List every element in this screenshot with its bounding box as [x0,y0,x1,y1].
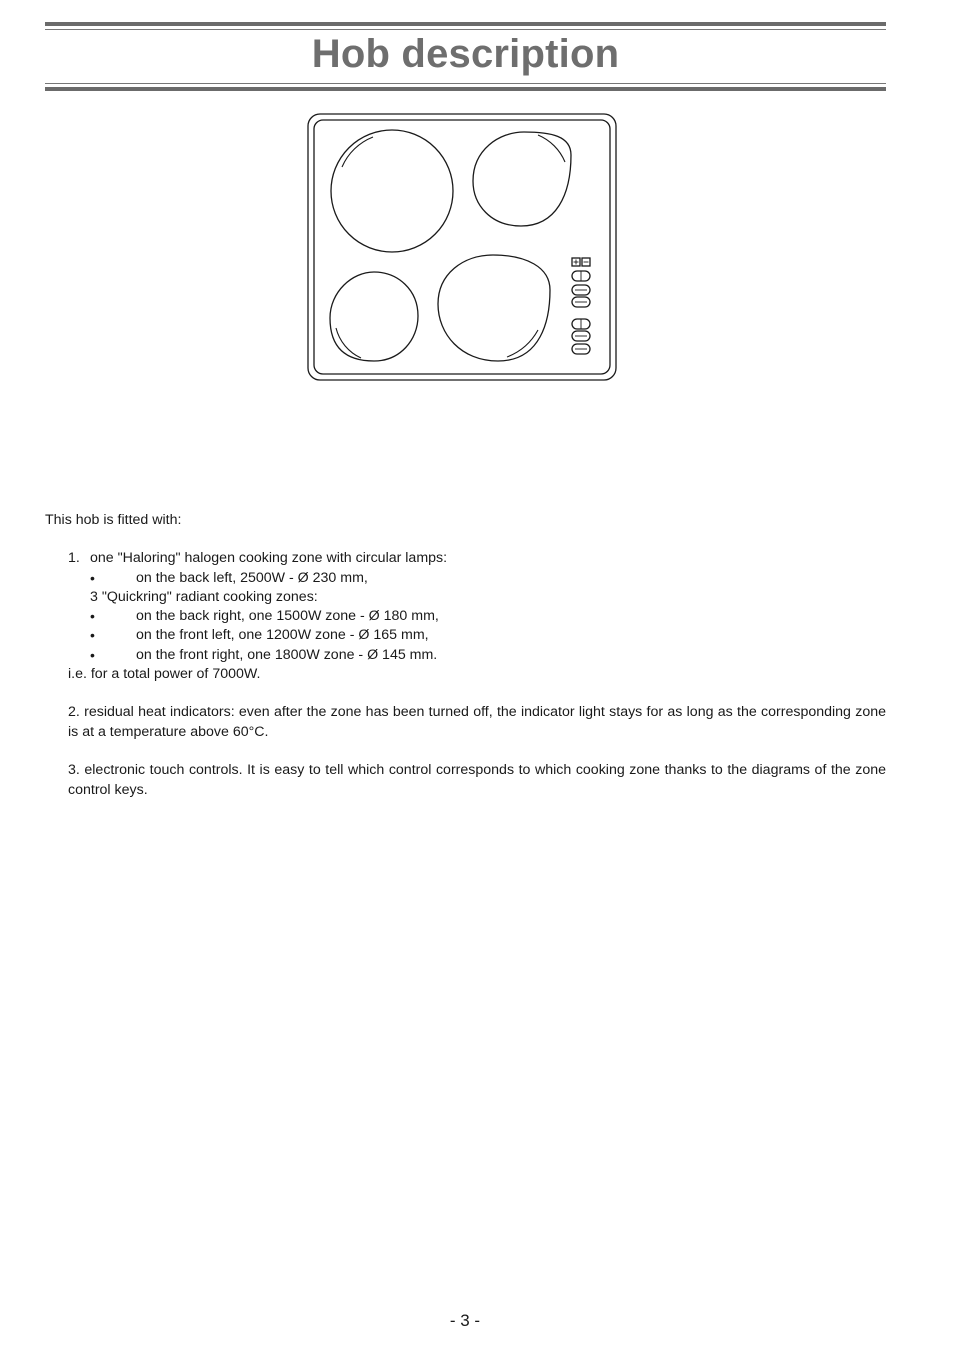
intro-text: This hob is fitted with: [45,512,182,528]
hob-inner-frame [314,120,610,374]
cooking-zone-back-right [473,132,571,226]
zone-control-key-icon [572,271,590,281]
cooking-zone-front-left [330,272,418,361]
header-rule-top-thin [45,29,886,30]
header-rule-top [45,22,886,26]
item-1-text: one "Haloring" halogen cooking zone with circular lamps: [90,550,448,566]
zone-control-key-icon [572,331,590,341]
cooking-zone-front-right [438,255,550,361]
halogen-zone-item: on the back left, 2500W - Ø 230 mm, [136,570,368,586]
zone-control-key-icon [572,344,590,354]
zone-control-key-icon [572,285,590,295]
radiant-heading: 3 "Quickring" radiant cooking zones: [90,589,318,605]
residual-heat-paragraph: 2. residual heat indicators: even after the zone has been turned off, the indicator light stays for as long as the corresponding zone is at a temperature above 60°C. [68,704,886,740]
cooking-zone-back-left [331,130,453,252]
zone-control-key-icon [572,319,590,329]
bullet-icon: • [90,608,95,624]
touch-controls-paragraph: 3. electronic touch controls. It is easy to tell which control corresponds to which cooking zone thanks to the diagrams of the zone control keys. [68,762,886,798]
control-panel [572,258,590,354]
radiant-zone-item: on the back right, one 1500W zone - Ø 180 mm, [136,608,439,624]
bullet-icon: • [90,570,95,586]
hob-outer-frame [308,114,616,380]
bullet-icon: • [90,627,95,643]
page-title: Hob description [311,32,620,76]
total-power-text: i.e. for a total power of 7000W. [68,666,261,682]
zone-control-key-icon [572,297,590,307]
radiant-zone-item: on the front right, one 1800W zone - Ø 145 mm. [136,647,438,663]
item-1-number: 1. [68,550,80,566]
page-number: - 3 - [449,1311,481,1330]
header-rule-bottom-thin [45,83,886,84]
bullet-icon: • [90,647,95,663]
header-rule-bottom [45,87,886,91]
hob-diagram [306,112,618,382]
radiant-zone-item: on the front left, one 1200W zone - Ø 165 mm, [136,627,429,643]
